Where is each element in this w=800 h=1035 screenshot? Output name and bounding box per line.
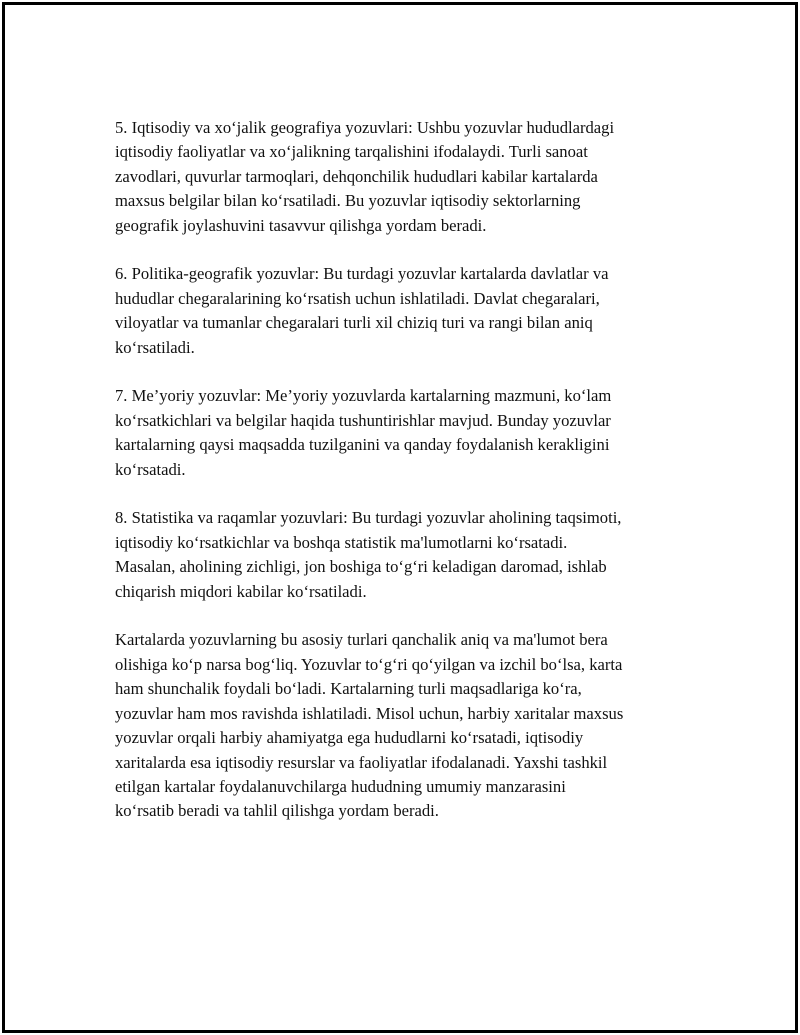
paragraph-economic-geography-labels: 5. Iqtisodiy va xo‘jalik geografiya yozuvlari: Ushbu yozuvlar hududlardagi iqtisodiy faoliyatlar va xo‘jalikning tarqalishini ifodalaydi. Turli sanoat zavodlari, quvurlar tarmoqlari, dehqonchilik hududlari kabilar kartalarda maxsus belgilar bilan ko‘rsatiladi. Bu yozuvlar iqtisodiy sektorlarning geografik joylashuvini tasavvur qilishga yordam beradi. bbox=[115, 118, 615, 235]
paragraph-normative-labels: 7. Me’yoriy yozuvlar: Me’yoriy yozuvlarda kartalarning mazmuni, ko‘lam ko‘rsatkichlari va belgilar haqida tushuntirishlar mavjud. Bunday yozuvlar kartalarning qaysi maqsadda tuzilganini va qanday foydalanish kerakligini ko‘rsatadi. bbox=[115, 386, 612, 479]
document-body bbox=[115, 116, 705, 824]
paragraph-statistics-labels: 8. Statistika va raqamlar yozuvlari: Bu turdagi yozuvlar aholining taqsimoti, iqtisodiy ko‘rsatkichlar va boshqa statistik ma'lumotlarni ko‘rsatadi. Masalan, aholining zichligi, jon boshiga to‘g‘ri keladigan daromad, ishlab chiqarish miqdori kabilar ko‘rsatiladi. bbox=[115, 508, 622, 601]
paragraph-conclusion: Kartalarda yozuvlarning bu asosiy turlari qanchalik aniq va ma'lumot bera olishiga ko‘p narsa bog‘liq. Yozuvlar to‘g‘ri qo‘yilgan va izchil bo‘lsa, karta ham shunchalik foydali bo‘ladi. Kartalarning turli maqsadlariga ko‘ra, yozuvlar ham mos ravishda ishlatiladi. Misol uchun, harbiy xaritalar maxsus yozuvlar orqali harbiy ahamiyatga ega hududlarni ko‘rsatadi, iqtisodiy xaritalarda esa iqtisodiy resurslar va faoliyatlar ifodalanadi. Yaxshi tashkil etilgan kartalar foydalanuvchilarga hududning umumiy manzarasini ko‘rsatib beradi va tahlil qilishga yordam beradi. bbox=[115, 630, 624, 821]
paragraph-political-geography-labels: 6. Politika-geografik yozuvlar: Bu turdagi yozuvlar kartalarda davlatlar va hududlar chegaralarining ko‘rsatish uchun ishlatiladi. Davlat chegaralari, viloyatlar va tumanlar chegaralari turli xil chiziq turi va rangi bilan aniq ko‘rsatiladi. bbox=[115, 264, 609, 357]
